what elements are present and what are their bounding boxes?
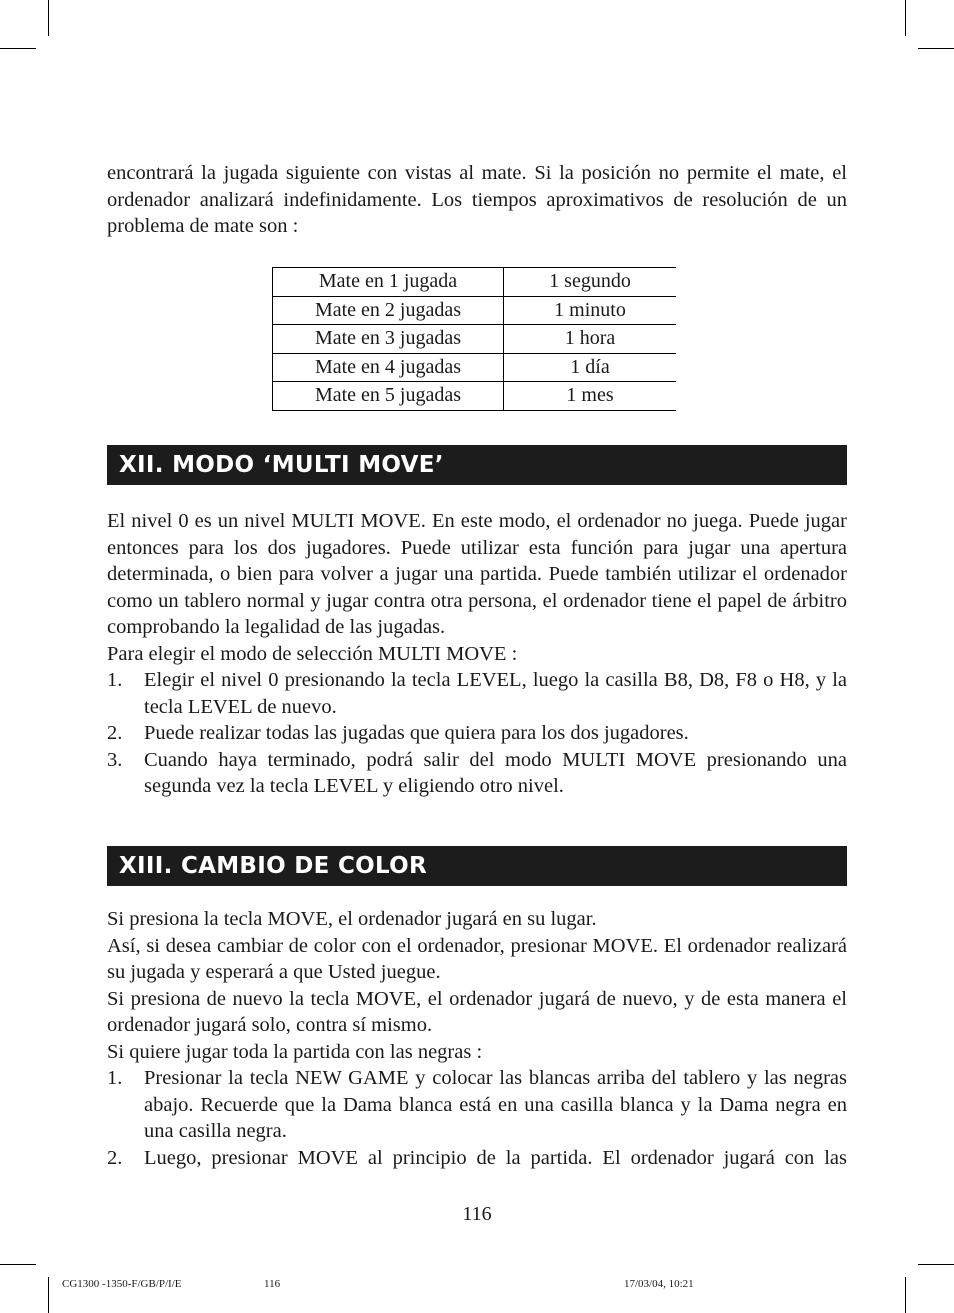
table-cell: 1 mes bbox=[504, 382, 677, 411]
mate-time-table bbox=[272, 267, 676, 411]
crop-mark bbox=[905, 0, 906, 36]
crop-mark bbox=[48, 0, 49, 36]
table-cell: Mate en 1 jugada bbox=[273, 268, 504, 297]
section12-body bbox=[107, 508, 847, 800]
paragraph: Si presiona la tecla MOVE, el ordenador jugará en su lugar. bbox=[107, 908, 597, 930]
list-number: 2. bbox=[107, 1146, 123, 1169]
list-item bbox=[107, 1145, 847, 1172]
list-text: Cuando haya terminado, podrá salir del modo MULTI MOVE presionando una segunda vez la tecla LEVEL y eligiendo otro nivel. bbox=[144, 748, 847, 797]
list-number: 3. bbox=[107, 748, 123, 771]
list-text: Presionar la tecla NEW GAME y colocar las blancas arriba del tablero y las negras abajo. Recuerde que la Dama blanca está en una casilla blanca y la Dama negra en una casilla negra. bbox=[144, 1067, 847, 1142]
footer-date: 17/03/04, 10:21 bbox=[624, 1278, 694, 1290]
list-text: Luego, presionar MOVE al principio de la partida. El ordenador jugará con las bbox=[144, 1146, 847, 1169]
list-number: 2. bbox=[107, 722, 123, 744]
crop-mark bbox=[905, 1277, 906, 1313]
list-text: Elegir el nivel 0 presionando la tecla LEVEL, luego la casilla B8, D8, F8 o H8, y la tecla LEVEL de nuevo. bbox=[144, 669, 847, 718]
paragraph: Así, si desea cambiar de color con el ordenador, presionar MOVE. El ordenador realizará su jugada y esperará a que Usted juegue. bbox=[107, 934, 847, 983]
intro-paragraph bbox=[107, 160, 847, 240]
list-number: 1. bbox=[107, 669, 123, 691]
table-row bbox=[273, 353, 677, 382]
page-number: 116 bbox=[462, 1203, 492, 1225]
table-cell: 1 día bbox=[504, 353, 677, 382]
table-row bbox=[273, 325, 677, 354]
section13-body bbox=[107, 906, 847, 1171]
section-heading: XII. MODO ‘MULTI MOVE’ bbox=[107, 445, 847, 485]
list-item bbox=[107, 720, 847, 747]
paragraph: Si presiona de nuevo la tecla MOVE, el ordenador jugará de nuevo, y de esta manera el ordenador jugará solo, contra sí mismo. bbox=[107, 987, 847, 1036]
list-text: Puede realizar todas las jugadas que quiera para los dos jugadores. bbox=[144, 722, 689, 744]
footer-page: 116 bbox=[264, 1278, 281, 1290]
table-row bbox=[273, 382, 677, 411]
table-cell: Mate en 4 jugadas bbox=[273, 353, 504, 382]
crop-mark bbox=[0, 48, 36, 49]
footer-code: CG1300 -1350-F/GB/P/I/E bbox=[62, 1278, 182, 1290]
list-item bbox=[107, 1065, 847, 1145]
crop-mark bbox=[0, 1264, 36, 1265]
table-cell: 1 minuto bbox=[504, 296, 677, 325]
table-row bbox=[273, 296, 677, 325]
crop-mark bbox=[918, 1264, 954, 1265]
table-row bbox=[273, 268, 677, 297]
list-item bbox=[107, 667, 847, 720]
section-heading: XIII. CAMBIO DE COLOR bbox=[107, 846, 847, 886]
paragraph: Para elegir el modo de selección MULTI MOVE : bbox=[107, 642, 518, 665]
intro-text: encontrará la jugada siguiente con vistas al mate. Si la posición no permite el mate, el ordenador analizará indefinidamente. Los tiempos aproximativos de resolución de un problema de mate son : bbox=[107, 162, 847, 237]
paragraph: Si quiere jugar toda la partida con las negras : bbox=[107, 1040, 483, 1063]
list-number: 1. bbox=[107, 1067, 123, 1089]
crop-mark bbox=[48, 1277, 49, 1313]
paragraph: El nivel 0 es un nivel MULTI MOVE. En este modo, el ordenador no juega. Puede jugar entonces para los dos jugadores. Puede utilizar esta función para jugar una apertura determinada, o bien para volver a jugar una partida. Puede también utilizar el ordenador como un tablero normal y jugar contra otra persona, el ordenador tiene el papel de árbitro comprobando la legalidad de las jugadas. bbox=[107, 510, 847, 638]
table-cell: 1 hora bbox=[504, 325, 677, 354]
list-item bbox=[107, 747, 847, 800]
crop-mark bbox=[918, 48, 954, 49]
table-cell: 1 segundo bbox=[504, 268, 677, 297]
table-cell: Mate en 2 jugadas bbox=[273, 296, 504, 325]
table-cell: Mate en 5 jugadas bbox=[273, 382, 504, 411]
table-cell: Mate en 3 jugadas bbox=[273, 325, 504, 354]
